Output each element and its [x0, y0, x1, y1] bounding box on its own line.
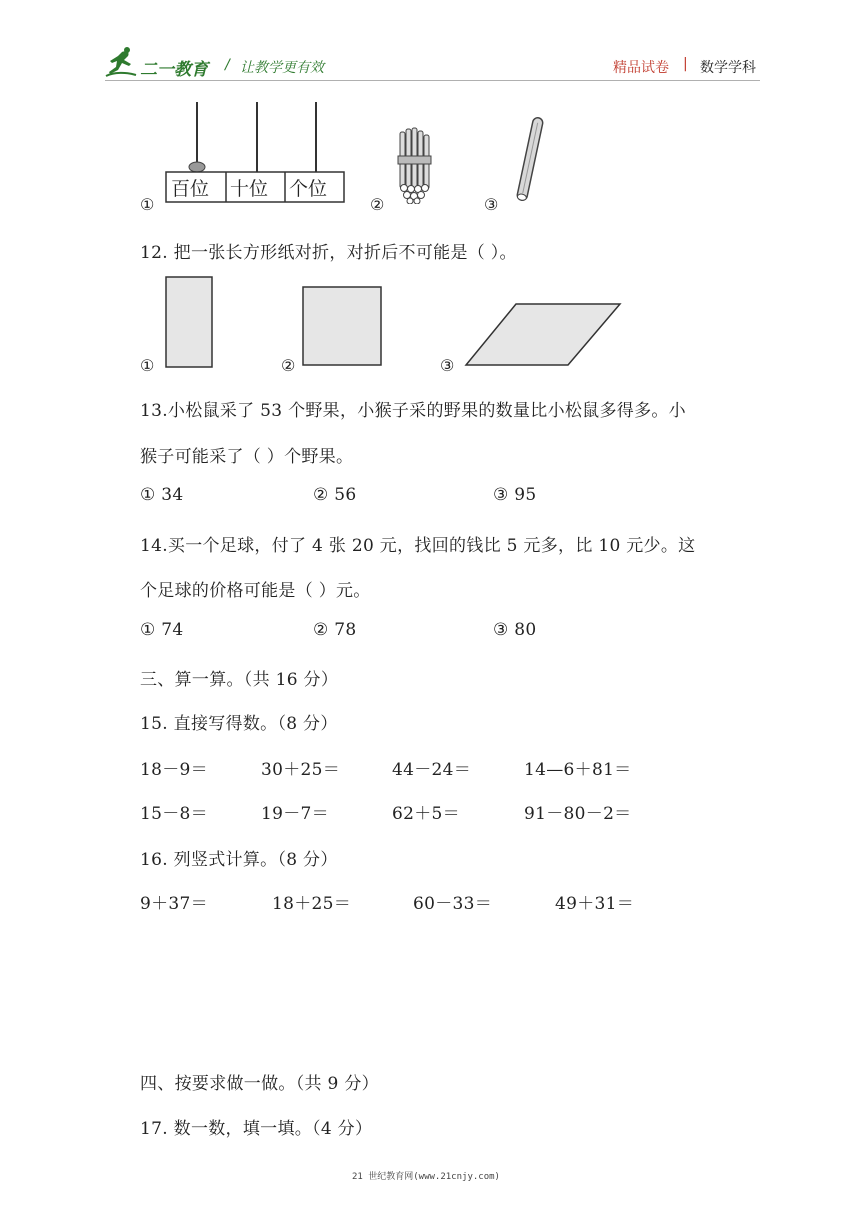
q13-option-3: [493, 485, 537, 505]
q12-option-3-marker: ③: [440, 356, 455, 375]
option-marker: ①: [140, 485, 156, 505]
q15-problem: 91－80－2＝: [524, 804, 632, 824]
q12-option-1-marker: ①: [140, 356, 155, 375]
q16-problem: 60－33＝: [413, 894, 493, 914]
tall-rectangle-shape: [165, 276, 215, 370]
q12-option-2-marker: ②: [281, 356, 296, 375]
q13-text-line1: 13.小松鼠采了 53 个野果，小猴子采的野果的数量比小松鼠多得多。小: [140, 401, 686, 421]
q13-option-1: [140, 485, 184, 505]
slogan-separator: /: [225, 57, 230, 73]
runner-logo-icon: [104, 46, 138, 78]
option-value: 80: [514, 620, 537, 640]
abacus-label-tens: 十位: [230, 178, 269, 200]
q12-text: 12. 把一张长方形纸对折，对折后不可能是（ ）。: [140, 243, 517, 263]
q11-option-3-marker: ③: [484, 195, 499, 214]
option-marker: ③: [493, 620, 509, 640]
option-value: 56: [334, 485, 357, 505]
q11-option-2-marker: ②: [370, 195, 385, 214]
option-value: 74: [161, 620, 184, 640]
q15-problem: 30＋25＝: [261, 760, 341, 780]
q15-problem: 15－8＝: [140, 804, 208, 824]
section-3-title: 三、算一算。（共 16 分）: [140, 670, 339, 690]
q15-problem: 14—6＋81＝: [524, 760, 632, 780]
q14-option-3: [493, 620, 537, 640]
q13-text-line2: 猴子可能采了（ ）个野果。: [140, 447, 354, 467]
q11-option-1-marker: ①: [140, 195, 155, 214]
q14-text-line1: 14.买一个足球，付了 4 张 20 元，找回的钱比 5 元多，比 10 元少。这: [140, 536, 696, 556]
stick-bundle-icon: [392, 126, 436, 204]
option-marker: ②: [313, 620, 329, 640]
q15-problem: 18－9＝: [140, 760, 208, 780]
q17-title: 17. 数一数，填一填。（4 分）: [140, 1119, 373, 1139]
q16-problem: 18＋25＝: [272, 894, 352, 914]
page-footer: 21 世纪教育网(www.21cnjy.com): [352, 1172, 500, 1182]
header-label-premium: 精品试卷: [613, 60, 669, 76]
single-stick-icon: [512, 114, 548, 204]
section-4-title: 四、按要求做一做。（共 9 分）: [140, 1074, 379, 1094]
option-marker: ③: [493, 485, 509, 505]
header-divider: [105, 80, 760, 81]
parallelogram-shape: [464, 302, 624, 368]
q15-problem: 19－7＝: [261, 804, 329, 824]
square-shape: [302, 286, 384, 368]
option-value: 34: [161, 485, 184, 505]
q16-title: 16. 列竖式计算。（8 分）: [140, 850, 338, 870]
header-label-subject: 数学学科: [700, 60, 756, 76]
q13-option-2: [313, 485, 357, 505]
logo-text: 二一教育: [140, 60, 208, 80]
slogan: 让教学更有效: [240, 60, 324, 76]
option-marker: ①: [140, 620, 156, 640]
q15-title: 15. 直接写得数。（8 分）: [140, 714, 338, 734]
q14-text-line2: 个足球的价格可能是（ ）元。: [140, 581, 371, 601]
abacus-label-ones: 个位: [289, 178, 328, 200]
q15-problem: 44－24＝: [392, 760, 472, 780]
header-separator: |: [683, 56, 688, 72]
q16-problem: 9＋37＝: [140, 894, 208, 914]
option-value: 95: [514, 485, 537, 505]
q16-problem: 49＋31＝: [555, 894, 635, 914]
option-value: 78: [334, 620, 357, 640]
q14-option-1: [140, 620, 184, 640]
q14-option-2: [313, 620, 357, 640]
q15-problem: 62＋5＝: [392, 804, 460, 824]
option-marker: ②: [313, 485, 329, 505]
abacus-label-hundreds: 百位: [171, 178, 210, 200]
